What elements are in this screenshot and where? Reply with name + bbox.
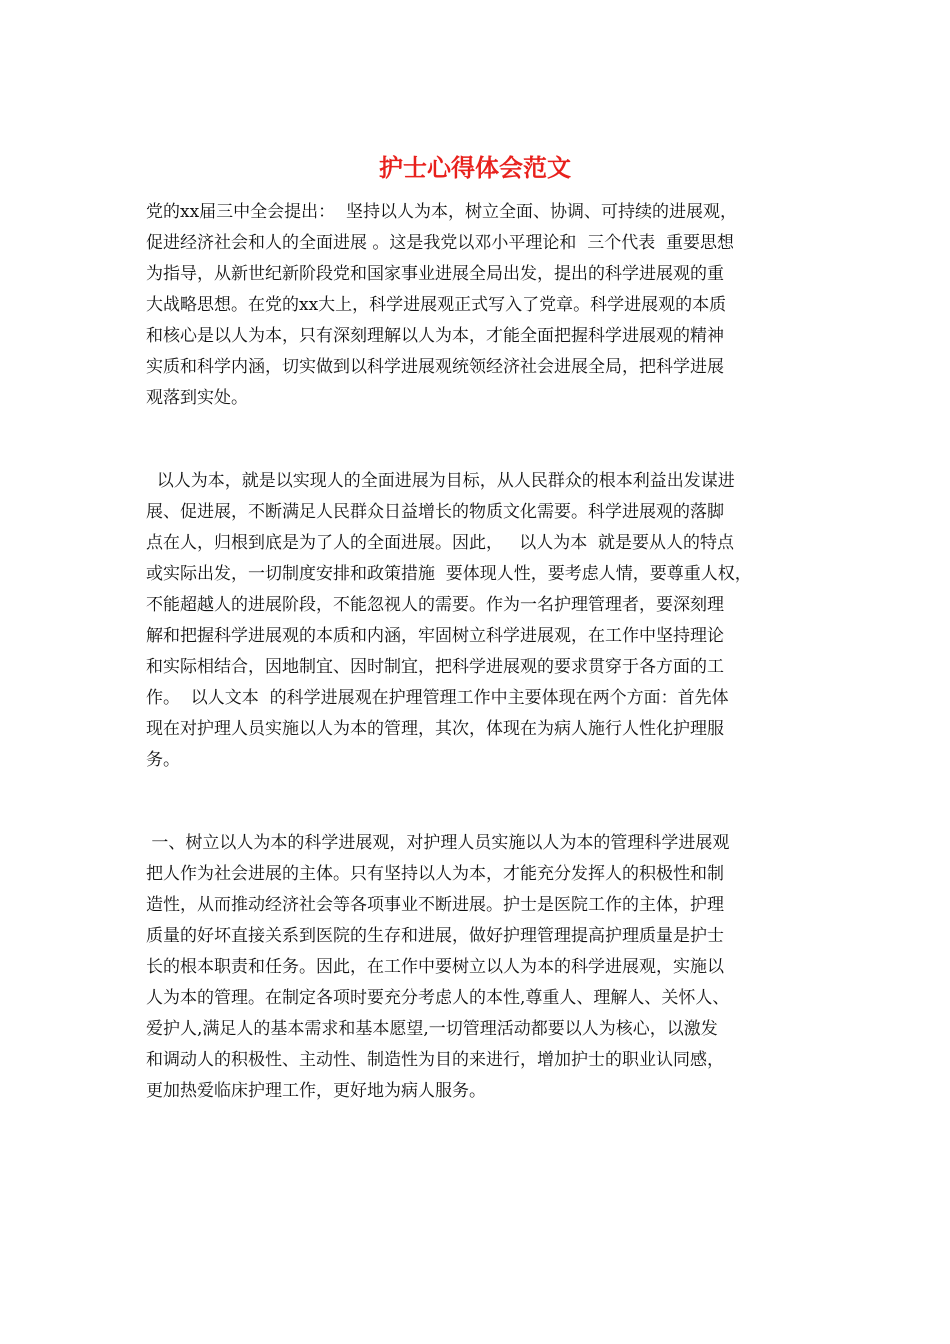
text-line: 更加热爱临床护理工作，更好地为病人服务。: [146, 1081, 486, 1101]
text-line: 促进经济社会和人的全面进展 。这是我党以邓小平理论和 三个代表 重要思想: [146, 233, 735, 253]
document-title: 护士心得体会范文: [379, 153, 571, 182]
paragraph-2: [146, 466, 826, 776]
text-line: 和调动人的积极性、主动性、制造性为目的来进行，增加护士的职业认同感，: [146, 1050, 724, 1070]
text-line: 一、树立以人为本的科学进展观，对护理人员实施以人为本的管理科学进展观: [146, 833, 730, 853]
text-line: 把人作为社会进展的主体。只有坚持以人为本，才能充分发挥人的积极性和制: [146, 864, 724, 884]
text-line: 和实际相结合，因地制宜、因时制宜，把科学进展观的要求贯穿于各方面的工: [146, 657, 724, 677]
text-line: 大战略思想。在党的xx大上，科学进展观正式写入了党章。科学进展观的本质: [146, 295, 727, 315]
paragraph-3: [146, 828, 826, 1107]
text-line: 长的根本职责和任务。因此，在工作中要树立以人为本的科学进展观，实施以: [146, 957, 724, 977]
text-line: 点在人，归根到底是为了人的全面进展。因此， 以人为本 就是要从人的特点: [146, 533, 735, 553]
text-line: 观落到实处。: [146, 388, 248, 408]
text-line: 造性，从而推动经济社会等各项事业不断进展。护士是医院工作的主体，护理: [146, 895, 724, 915]
paragraph-1: [146, 197, 826, 414]
text-line: 现在对护理人员实施以人为本的管理，其次，体现在为病人施行人性化护理服: [146, 719, 724, 739]
text-line: 质量的好坏直接关系到医院的生存和进展，做好护理管理提高护理质量是护士: [146, 926, 724, 946]
text-line: 爱护人,满足人的基本需求和基本愿望,一切管理活动都要以人为核心，以激发: [146, 1019, 718, 1039]
text-line: 展、促进展，不断满足人民群众日益增长的物质文化需要。科学进展观的落脚: [146, 502, 724, 522]
text-line: 或实际出发，一切制度安排和政策措施 要体现人性，要考虑人情，要尊重人权，: [146, 564, 752, 584]
text-line: 解和把握科学进展观的本质和内涵，牢固树立科学进展观，在工作中坚持理论: [146, 626, 724, 646]
text-line: 和核心是以人为本，只有深刻理解以人为本，才能全面把握科学进展观的精神: [146, 326, 724, 346]
text-line: 以人为本，就是以实现人的全面进展为目标，从人民群众的根本利益出发谋进: [146, 471, 735, 491]
text-line: 为指导，从新世纪新阶段党和国家事业进展全局出发，提出的科学进展观的重: [146, 264, 724, 284]
text-line: 不能超越人的进展阶段，不能忽视人的需要。作为一名护理管理者，要深刻理: [146, 595, 724, 615]
text-line: 作。 以人文本 的科学进展观在护理管理工作中主要体现在两个方面：首先体: [146, 688, 729, 708]
paragraph-spacer: [146, 414, 826, 466]
document-body: [146, 197, 826, 1107]
text-line: 务。: [146, 750, 180, 770]
text-line: 实质和科学内涵，切实做到以科学进展观统领经济社会进展全局，把科学进展: [146, 357, 724, 377]
paragraph-spacer: [146, 776, 826, 828]
text-line: 人为本的管理。在制定各项时要充分考虑人的本性,尊重人、理解人、关怀人、: [146, 988, 730, 1008]
text-line: 党的xx届三中全会提出： 坚持以人为本，树立全面、协调、可持续的进展观，: [146, 202, 737, 222]
